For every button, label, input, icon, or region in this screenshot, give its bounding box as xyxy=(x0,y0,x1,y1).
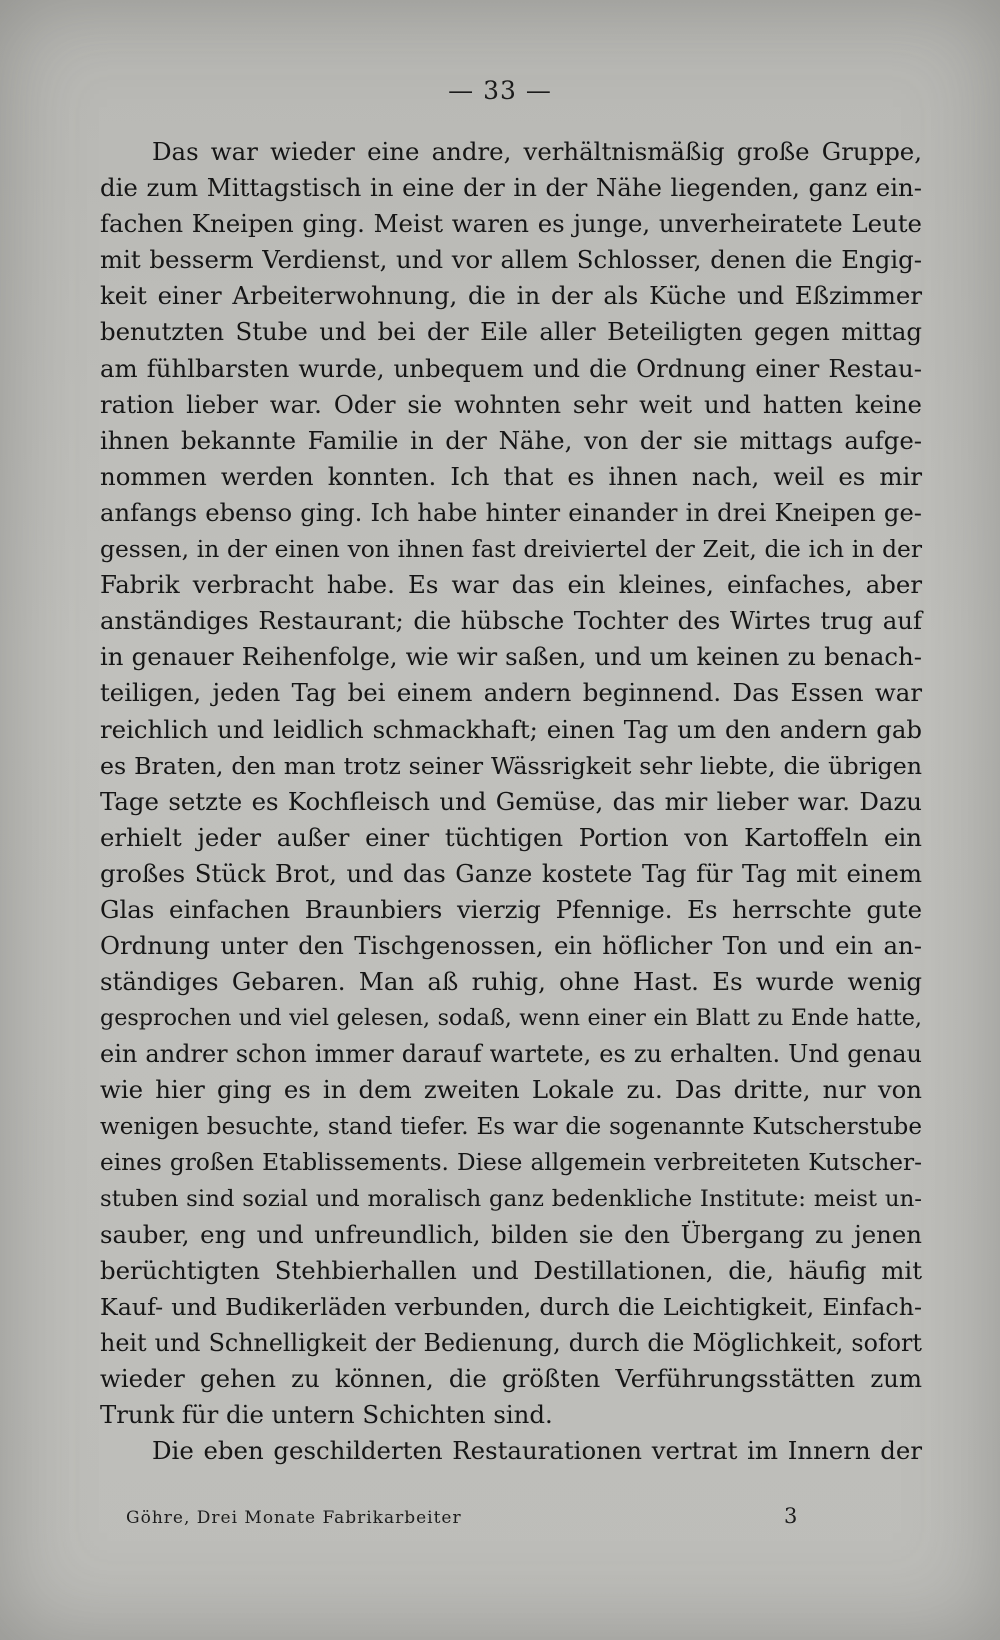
text-line: wie hier ging es in dem zweiten Lokale zu. Das dritte, nur von xyxy=(100,1075,922,1105)
text-line: mit besserm Verdienst, und vor allem Schlosser, denen die Engig- xyxy=(100,245,922,275)
text-line: Ordnung unter den Tischgenossen, ein höflicher Ton und ein an- xyxy=(100,931,922,961)
text-line: reichlich und leidlich schmackhaft; einen Tag um den andern gab xyxy=(100,714,922,744)
text-line: Glas einfachen Braunbiers vierzig Pfennige. Es herrschte gute xyxy=(100,894,922,924)
text-line: eines großen Etablissements. Diese allgemein verbreiteten Kutscher- xyxy=(100,1148,922,1176)
text-line: benutzten Stube und bei der Eile aller Beteiligten gegen mittag xyxy=(100,317,922,347)
text-line: gessen, in der einen von ihnen fast dreiviertel der Zeit, die ich in der xyxy=(100,535,922,564)
printer-signature: Göhre, Drei Monate Fabrikarbeiter xyxy=(126,1508,462,1528)
text-line: es Braten, den man trotz seiner Wässrigkeit sehr liebte, die übrigen xyxy=(100,751,922,780)
text-line: anfangs ebenso ging. Ich habe hinter einander in drei Kneipen ge- xyxy=(100,497,922,527)
text-line: Das war wieder eine andre, verhältnismäßig große Gruppe, xyxy=(152,137,922,166)
text-line: erhielt jeder außer einer tüchtigen Portion von Kartoffeln ein xyxy=(100,822,922,852)
text-line: fachen Kneipen ging. Meist waren es junge, unverheiratete Leute xyxy=(100,209,922,239)
body-text xyxy=(100,134,922,1494)
text-line: ein andrer schon immer darauf wartete, es zu erhalten. Und genau xyxy=(100,1040,922,1069)
text-line: sauber, eng und unfreundlich, bilden sie den Übergang zu jenen xyxy=(100,1219,922,1249)
text-line: gesprochen und viel gelesen, sodaß, wenn einer ein Blatt zu Ende hatte, xyxy=(100,1005,922,1032)
page-number-header: — 33 — xyxy=(448,76,552,105)
text-line: großes Stück Brot, und das Ganze kostete Tag für Tag mit einem xyxy=(100,858,922,888)
text-line: stuben sind sozial und moralisch ganz bedenkliche Institute: meist un- xyxy=(100,1185,922,1212)
text-line: teiligen, jeden Tag bei einem andern beginnend. Das Essen war xyxy=(100,678,922,708)
text-line: die zum Mittagstisch in eine der in der Nähe liegenden, ganz ein- xyxy=(100,173,922,203)
text-line: anständiges Restaurant; die hübsche Tochter des Wirtes trug auf xyxy=(100,606,922,636)
text-line: berüchtigten Stehbierhallen und Destillationen, die, häufig mit xyxy=(100,1255,922,1285)
text-line: Kauf- und Budikerläden verbunden, durch die Leichtigkeit, Einfach- xyxy=(100,1293,922,1321)
text-line: Tage setzte es Kochfleisch und Gemüse, das mir lieber war. Dazu xyxy=(100,786,922,816)
text-line: heit und Schnelligkeit der Bedienung, durch die Möglichkeit, sofort xyxy=(100,1329,922,1358)
text-line: wieder gehen zu können, die größten Verführungsstätten zum xyxy=(100,1364,922,1394)
sheet-number: 3 xyxy=(784,1504,798,1528)
text-line: in genauer Reihenfolge, wie wir saßen, und um keinen zu benach- xyxy=(100,642,922,672)
text-line: ständiges Gebaren. Man aß ruhig, ohne Hast. Es wurde wenig xyxy=(100,967,922,997)
text-line: nommen werden konnten. Ich that es ihnen nach, weil es mir xyxy=(100,461,922,491)
text-line: keit einer Arbeiterwohnung, die in der als Küche und Eßzimmer xyxy=(100,281,922,311)
text-line: Fabrik verbracht habe. Es war das ein kleines, einfaches, aber xyxy=(100,570,922,600)
text-line: Trunk für die untern Schichten sind. xyxy=(100,1400,553,1430)
text-line: am fühlbarsten wurde, unbequem und die Ordnung einer Restau- xyxy=(100,353,922,383)
text-line: wenigen besuchte, stand tiefer. Es war die sogenannte Kutscherstube xyxy=(100,1113,922,1140)
text-line: ration lieber war. Oder sie wohnten sehr weit und hatten keine xyxy=(100,389,922,419)
text-line: ihnen bekannte Familie in der Nähe, von der sie mittags aufge- xyxy=(100,425,922,455)
text-line: Die eben geschilderten Restaurationen vertrat im Innern der xyxy=(152,1436,922,1466)
